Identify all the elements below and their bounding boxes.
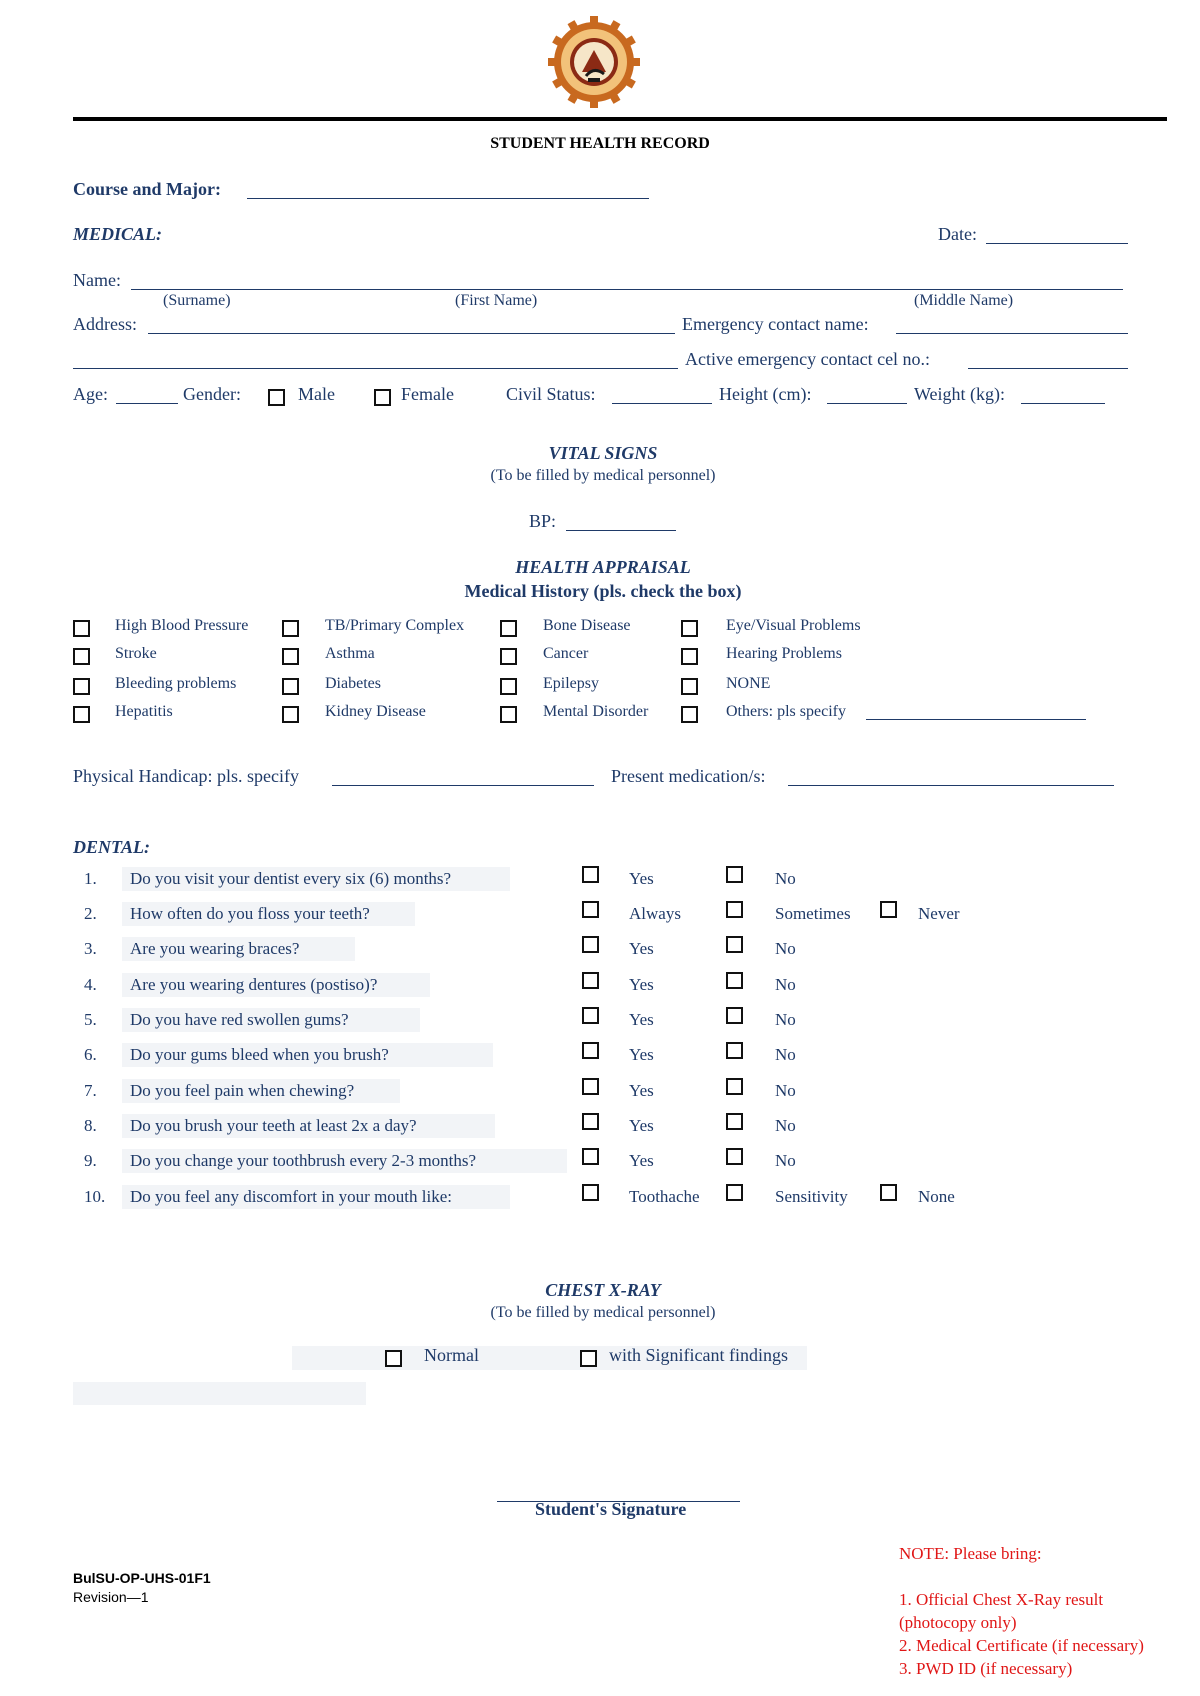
header-rule (73, 117, 1167, 121)
civil-status-label: Civil Status: (506, 384, 596, 404)
dental-option-checkbox[interactable] (582, 1078, 599, 1095)
dental-option-checkbox[interactable] (726, 1078, 743, 1095)
dental-heading: DENTAL: (73, 837, 151, 857)
medication-field[interactable] (788, 785, 1114, 786)
dental-option-label: No (775, 939, 796, 958)
dental-option-checkbox[interactable] (582, 972, 599, 989)
medical-history-label: Mental Disorder (543, 703, 649, 720)
bp-field[interactable] (566, 530, 676, 531)
medical-history-label: Kidney Disease (325, 703, 426, 720)
vital-signs-note: (To be filled by medical personnel) (490, 467, 716, 484)
emergency-cel-label: Active emergency contact cel no.: (685, 349, 931, 369)
medical-history-checkbox[interactable] (681, 706, 698, 723)
dental-option-checkbox[interactable] (726, 936, 743, 953)
male-checkbox[interactable] (268, 389, 285, 406)
dental-option-label: Yes (629, 869, 654, 888)
dental-option-label: Yes (629, 1045, 654, 1064)
dental-option-label: Yes (629, 1116, 654, 1135)
chest-xray-heading: CHEST X-RAY (545, 1280, 661, 1300)
medical-history-checkbox[interactable] (500, 706, 517, 723)
dental-option-label: No (775, 1081, 796, 1100)
medical-history-label: Bone Disease (543, 617, 631, 634)
medical-history-label: Bleeding problems (115, 675, 237, 692)
question-number: 1. (84, 869, 97, 888)
medical-history-checkbox[interactable] (681, 678, 698, 695)
significant-findings-checkbox[interactable] (580, 1350, 597, 1367)
question-number: 8. (84, 1116, 97, 1135)
dental-option-label: Yes (629, 975, 654, 994)
dental-option-checkbox[interactable] (582, 1042, 599, 1059)
question-text: Do you feel pain when chewing? (130, 1081, 355, 1100)
form-revision: Revision—1 (73, 1589, 149, 1605)
medical-history-checkbox[interactable] (282, 620, 299, 637)
medical-history-checkbox[interactable] (73, 648, 90, 665)
medical-history-checkbox[interactable] (500, 678, 517, 695)
height-label: Height (cm): (719, 384, 812, 404)
note-item: (photocopy only) (899, 1613, 1017, 1632)
medical-history-label: Stroke (115, 645, 157, 662)
question-text: Do you brush your teeth at least 2x a day? (130, 1116, 417, 1135)
dental-option-checkbox[interactable] (582, 1148, 599, 1165)
weight-field[interactable] (1021, 403, 1105, 404)
dental-option-label: No (775, 1116, 796, 1135)
medical-history-label: TB/Primary Complex (325, 617, 465, 634)
civil-status-field[interactable] (612, 403, 712, 404)
normal-checkbox[interactable] (385, 1350, 402, 1367)
question-text: How often do you floss your teeth? (130, 904, 370, 923)
medical-history-checkbox[interactable] (73, 678, 90, 695)
medical-history-label: Cancer (543, 645, 589, 662)
address-field-2[interactable] (73, 368, 678, 369)
question-number: 7. (84, 1081, 97, 1100)
dental-option-checkbox[interactable] (726, 972, 743, 989)
date-field[interactable] (986, 243, 1128, 244)
question-text: Do you have red swollen gums? (130, 1010, 349, 1029)
dental-option-label: Yes (629, 1151, 654, 1170)
dental-option-label: No (775, 869, 796, 888)
medical-history-label: Hearing Problems (726, 645, 842, 662)
health-appraisal-heading: HEALTH APPRAISAL (515, 557, 691, 577)
medical-history-label: Epilepsy (543, 675, 599, 692)
university-seal-icon (548, 16, 640, 108)
question-number: 10. (84, 1187, 106, 1206)
note-item: 2. Medical Certificate (if necessary) (899, 1636, 1144, 1655)
weight-label: Weight (kg): (914, 384, 1006, 404)
question-text: Do your gums bleed when you brush? (130, 1045, 389, 1064)
medical-history-label: Others: pls specify (726, 703, 846, 720)
dental-option-label: No (775, 1010, 796, 1029)
medical-history-label: Asthma (325, 645, 375, 662)
chest-xray-note: (To be filled by medical personnel) (490, 1304, 716, 1321)
female-checkbox[interactable] (374, 389, 391, 406)
dental-option-checkbox[interactable] (726, 1042, 743, 1059)
significant-findings-label: with Significant findings (609, 1345, 788, 1365)
male-label: Male (298, 384, 335, 404)
dental-option-checkbox[interactable] (582, 1007, 599, 1024)
question-number: 6. (84, 1045, 97, 1064)
student-signature-label: Student's Signature (535, 1499, 687, 1519)
question-text: Do you feel any discomfort in your mouth like: (130, 1187, 452, 1206)
remarks-field[interactable] (73, 1382, 366, 1405)
dental-option-label: No (775, 1045, 796, 1064)
question-number: 4. (84, 975, 97, 994)
note-item: 1. Official Chest X-Ray result (899, 1590, 1104, 1609)
dental-option-checkbox[interactable] (582, 866, 599, 883)
address-field[interactable] (148, 333, 675, 334)
middle-name-caption: (Middle Name) (914, 292, 1014, 309)
question-number: 5. (84, 1010, 97, 1029)
medical-history-checkbox[interactable] (500, 648, 517, 665)
note-title: NOTE: Please bring: (899, 1544, 1042, 1563)
first-name-caption: (First Name) (455, 292, 538, 309)
handicap-label: Physical Handicap: pls. specify (73, 766, 299, 786)
course-major-field[interactable] (247, 198, 649, 199)
surname-caption: (Surname) (163, 292, 231, 309)
question-text: Are you wearing dentures (postiso)? (130, 975, 378, 994)
dental-option-checkbox[interactable] (726, 1007, 743, 1024)
course-major-label: Course and Major: (73, 179, 221, 199)
medical-history-checkbox[interactable] (681, 620, 698, 637)
medical-history-subheading: Medical History (pls. check the box) (464, 581, 742, 601)
dental-option-checkbox[interactable] (726, 1148, 743, 1165)
dental-option-checkbox[interactable] (582, 1113, 599, 1130)
dental-option-label: No (775, 1151, 796, 1170)
question-number: 2. (84, 904, 97, 923)
medical-history-label: Eye/Visual Problems (726, 617, 861, 634)
dental-option-label: Never (918, 904, 960, 923)
dental-option-label: Yes (629, 1010, 654, 1029)
question-number: 9. (84, 1151, 97, 1170)
dental-option-label: Yes (629, 939, 654, 958)
emergency-name-label: Emergency contact name: (682, 314, 869, 334)
medical-history-checkbox[interactable] (282, 648, 299, 665)
gender-label: Gender: (183, 384, 241, 404)
dental-option-label: Always (629, 904, 681, 923)
bp-label: BP: (529, 511, 557, 531)
medical-history-label: NONE (726, 675, 771, 692)
medical-history-label: Diabetes (325, 675, 381, 692)
handicap-field[interactable] (332, 785, 594, 786)
dental-option-checkbox[interactable] (726, 1113, 743, 1130)
dental-option-label: Yes (629, 1081, 654, 1100)
name-field[interactable] (131, 289, 1123, 290)
dental-option-checkbox[interactable] (582, 901, 599, 918)
dental-option-label: Toothache (629, 1187, 700, 1206)
note-item: 3. PWD ID (if necessary) (899, 1659, 1073, 1678)
dental-option-label: Sometimes (775, 904, 851, 923)
emergency-cel-field[interactable] (968, 368, 1128, 369)
dental-option-checkbox[interactable] (726, 1184, 743, 1201)
dental-option-label: Sensitivity (775, 1187, 848, 1206)
height-field[interactable] (827, 403, 907, 404)
medical-history-checkbox[interactable] (282, 678, 299, 695)
dental-option-checkbox[interactable] (582, 936, 599, 953)
page-title: STUDENT HEALTH RECORD (490, 135, 710, 152)
form-code: BulSU-OP-UHS-01F1 (73, 1570, 211, 1586)
dental-option-checkbox[interactable] (582, 1184, 599, 1201)
medical-history-label: High Blood Pressure (115, 617, 249, 634)
dental-option-checkbox[interactable] (880, 901, 897, 918)
medical-history-checkbox[interactable] (681, 648, 698, 665)
vital-signs-heading: VITAL SIGNS (548, 443, 658, 463)
medical-history-label: Hepatitis (115, 703, 173, 720)
name-label: Name: (73, 270, 121, 290)
medical-heading: MEDICAL: (73, 224, 163, 244)
address-label: Address: (73, 314, 137, 334)
medical-history-checkbox[interactable] (282, 706, 299, 723)
dental-option-checkbox[interactable] (726, 901, 743, 918)
date-label: Date: (938, 224, 977, 244)
dental-option-checkbox[interactable] (726, 866, 743, 883)
emergency-name-field[interactable] (896, 333, 1128, 334)
age-field[interactable] (116, 403, 178, 404)
question-text: Do you visit your dentist every six (6) months? (130, 869, 452, 888)
others-specify-field[interactable] (866, 719, 1086, 720)
medication-label: Present medication/s: (611, 766, 766, 786)
medical-history-checkbox[interactable] (73, 620, 90, 637)
medical-history-checkbox[interactable] (73, 706, 90, 723)
question-text: Are you wearing braces? (130, 939, 300, 958)
dental-option-label: No (775, 975, 796, 994)
normal-label: Normal (424, 1345, 479, 1365)
dental-option-label: None (918, 1187, 955, 1206)
female-label: Female (401, 384, 454, 404)
question-text: Do you change your toothbrush every 2-3 months? (130, 1151, 477, 1170)
age-label: Age: (73, 384, 108, 404)
question-number: 3. (84, 939, 97, 958)
dental-option-checkbox[interactable] (880, 1184, 897, 1201)
medical-history-checkbox[interactable] (500, 620, 517, 637)
